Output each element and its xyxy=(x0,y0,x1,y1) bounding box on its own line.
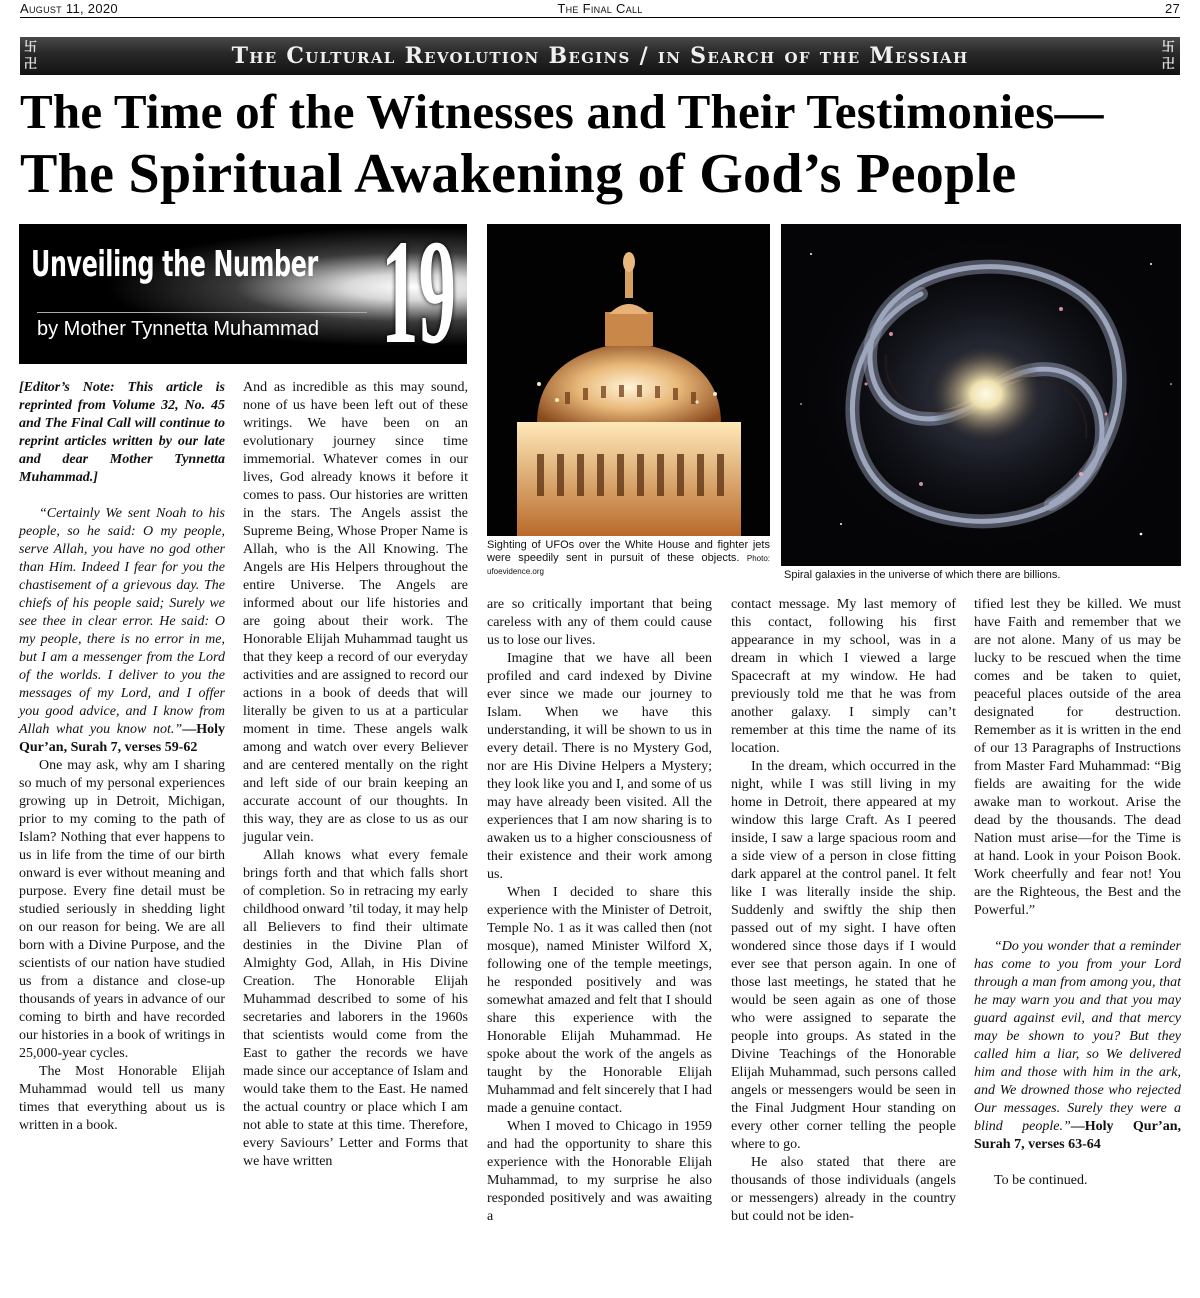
galaxy-photo xyxy=(781,224,1181,566)
paragraph: When I moved to Chicago in 1959 and had the opportunity to share this experience with the Honorable Elijah Muhammad, to my surprise he also responded positively and was awaiting a xyxy=(487,1119,712,1224)
logo-divider xyxy=(37,312,367,313)
opening-quote xyxy=(19,505,225,757)
column-logo-title: Unveiling the Number xyxy=(31,244,318,285)
paragraph: In the dream, which occurred in the night, while I was still living in my home in Detroit, there appeared at my window this large Craft. As I peered inside, I saw a large spacious room and a side view of a person in close fitting dark apparel at the control panel. It felt like I was literally inside the ship. Suddenly and swiftly the ship then passed out of my sight. I have often wondered since those days if I would ever see that person again. In one of those last meetings, he stated that he would be seen again as one of those who were assigned to separate the people into groups. As stated in the Divine Teachings of the Honorable Elijah Muhammad, such persons called angels or messengers would be seen in the Final Judgment Hour standing on every other corner telling the people where to go. xyxy=(731,759,956,1152)
page-number: 27 xyxy=(1164,1,1180,16)
quote-text: “Do you wonder that a reminder has come to you from your Lord through a man from among you, that he may warn you and that you may guard against evil, and that mercy may be shown to you? But they called him a liar, so We delivered him and those with him in the ark, and We drowned those who rejected Our messages. Surely they were a blind people.” xyxy=(974,939,1181,1134)
running-header xyxy=(20,0,1180,18)
column-logo xyxy=(19,224,467,364)
paragraph: Allah knows what every female brings forth and that which falls short of completion. So in retracing my early childhood onward ’til today, it may help all Believers to find their ultimate destinies in the Divine Plan of Almighty God, Allah, in His Divine Creation. The Honorable Elijah Muhammad described to some of his secretaries and laborers in the 1960s that scientists would come from the East to gather the records we have made since our acceptance of Islam and would take them to the East. He named the actual country or place which I am not able to state at this time. Therefore, every Saviours’ Letter and Forms that we have written xyxy=(243,848,468,1169)
article-column-2 xyxy=(243,379,468,1171)
headline-line-1: The Time of the Witnesses and Their Testimonies— xyxy=(20,84,1104,139)
quote-source: —Holy Qur’an, Surah 7, verses 63-64 xyxy=(974,1119,1181,1152)
publication-name: The Final Call xyxy=(557,1,643,16)
swastika-ornament-icon: 卐 xyxy=(1161,40,1176,55)
quote-source: —Holy Qur’an, Surah 7, verses 59-62 xyxy=(19,722,225,755)
column-logo-number: 19 xyxy=(381,224,456,364)
swastika-ornament-icon: 卍 xyxy=(1161,57,1176,72)
closing-quote xyxy=(974,938,1181,1154)
paragraph: And as incredible as this may sound, none of us have been left out of these writings. We have been on an evolutionary journey since time immemorial. Whatever comes in our lives, God already knows it before it comes to pass. Our histories are written in the stars. The Angels assist the Supreme Being, Whose Proper Name is Allah, who is the All Knowing. The Angels are His Helpers throughout the entire Universe. The Angels are informed about our life histories and are going about their work. The Honorable Elijah Muhammad taught us that they keep a record of our everyday activities and are assigned to record our actions in a book of deeds that will literally be given to us at a particular moment in time. These angels walk among and watch over every Believer and are centered mentally on the right and left side of our brain keeping an accurate account of our thoughts. In this way, they are as close to us as our jugular vein. xyxy=(243,380,468,845)
article-column-3 xyxy=(487,596,712,1226)
paragraph: One may ask, why am I sharing so much of my personal experiences growing up in Detroit, Michigan, prior to my coming to the path of Islam? Nothing that ever happens to us in life from the time of our birth onward is ever without meaning and purpose. Every fine detail must be studied seriously in shedding light on our reason for being. We are all born with a Divine Purpose, and the scientists of our nation have studied us from a distance and close-up thousands of years in advance of our coming to birth and have recorded our histories in a book of writings in 25,000-year cycles. xyxy=(19,758,225,1061)
section-title: The Cultural Revolution Begins / in Search of the Messiah xyxy=(231,43,969,69)
swastika-ornament-icon: 卐 xyxy=(24,40,39,55)
capitol-dome-image xyxy=(487,224,770,536)
paragraph: are so critically important that being careless with any of them could cause us to lose our lives. xyxy=(487,597,712,648)
paragraph: Imagine that we have all been profiled and card indexed by Divine ever since we made our journey to Islam. When we have this understanding, it will be shown to us in every detail. There is no Mystery God, nor are His Divine Helpers a Mystery; they look like you and I, and some of us may have already been visited. All the experiences that I am now sharing is to awaken us to a higher consciousness of their existence and their work among us. xyxy=(487,651,712,882)
article-column-5 xyxy=(974,596,1181,1190)
paragraph: contact message. My last memory of this contact, following his first appearance in my school, was in a dream in which I viewed a large Spacecraft at my window. He had previously told me that he was from another galaxy. I simply can’t remember at this time the name of its location. xyxy=(731,597,956,756)
column-byline: by Mother Tynnetta Muhammad xyxy=(37,318,319,340)
paragraph: The Most Honorable Elijah Muhammad would tell us many times that everything about us is written in a book. xyxy=(19,1064,225,1133)
issue-date: August 11, 2020 xyxy=(20,1,118,16)
capitol-caption-text: Sighting of UFOs over the White House and fighter jets were speedily sent in pursuit of these objects. xyxy=(487,539,770,564)
capitol-ufo-photo xyxy=(487,224,770,536)
swastika-ornament-icon: 卍 xyxy=(24,57,39,72)
to-be-continued: To be continued. xyxy=(994,1173,1088,1188)
photo-credit: Photo: ufoevidence.org xyxy=(487,554,770,576)
section-banner xyxy=(20,37,1180,75)
paragraph: He also stated that there are thousands of those individuals (angels or messengers) already in the country but could not be iden- xyxy=(731,1155,956,1224)
paragraph: When I decided to share this experience with the Minister of Detroit, Temple No. 1 as it was called then (not mosque), named Minister Wilford X, following one of the temple meetings, he responded positively and was somewhat amazed and felt that I should share this experience with the Honorable Elijah Muhammad. He spoke about the work of the angels as taught by the Honorable Elijah Muhammad and felt sincerely that I had made a genuine contact. xyxy=(487,885,712,1116)
article-column-1 xyxy=(19,379,225,1135)
spiral-galaxy-image xyxy=(781,224,1181,566)
article-column-4 xyxy=(731,596,956,1226)
article-headline xyxy=(20,82,1180,206)
headline-line-2: The Spiritual Awakening of God’s People xyxy=(20,143,1017,205)
paragraph: tified lest they be killed. We must have Faith and remember that we are not alone. Many of us may be lucky to be rescued when the time comes and be taken to quiet, peaceful places outside of the area designated for destruction. Remember as it is written in the end of our 13 Paragraphs of Instructions from Master Fard Muhammad: “Big fields are awaiting for the wide awake man to workout. Arise the dead by the thousands. The dead Nation must arise—for the Time is at hand. Look in your Poison Book. Work cheerfully and fear not! You are the Righteous, the Best and the Powerful.” xyxy=(974,597,1181,918)
galaxy-photo-caption: Spiral galaxies in the universe of which there are billions. xyxy=(784,569,1061,581)
quote-text: “Certainly We sent Noah to his people, so he said: O my people, serve Allah, you have no god other than Him. Indeed I fear for you the chastisement of a grievous day. The chiefs of his people said; Surely we see thee in clear error. He said: O my people, there is no error in me, but I am a messenger from the Lord of the worlds. I deliver to you the messages of my Lord, and I offer you good advice, and I know from Allah what you know not.” xyxy=(19,506,225,737)
editors-note: [Editor’s Note: This article is reprinted from Volume 32, No. 45 and The Final Call will continue to reprint articles written by our late and dear Mother Tynnetta Muhammad.] xyxy=(19,380,225,485)
capitol-photo-caption xyxy=(487,539,770,578)
